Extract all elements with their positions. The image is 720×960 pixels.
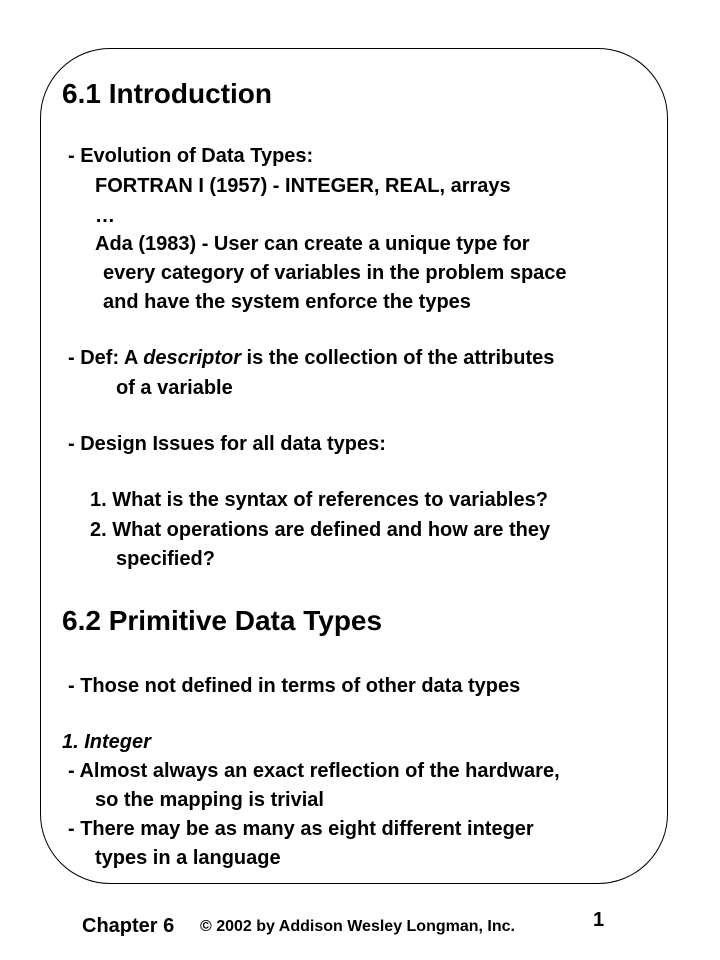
integer-bullet-1-line-2: so the mapping is trivial (95, 789, 324, 811)
definition-term: descriptor (143, 347, 241, 369)
evolution-label: - Evolution of Data Types: (68, 145, 314, 167)
footer-copyright: © 2002 by Addison Wesley Longman, Inc. (200, 918, 515, 935)
integer-title: 1. Integer (62, 731, 151, 753)
section-heading-introduction: 6.1 Introduction (62, 78, 272, 109)
design-issue-1: 1. What is the syntax of references to variables? (90, 489, 548, 511)
integer-bullet-1-line-1: - Almost always an exact reflection of the hardware, (68, 760, 560, 782)
integer-bullet-2-line-2: types in a language (95, 847, 281, 869)
slide-frame (40, 48, 668, 884)
fortran-line: FORTRAN I (1957) - INTEGER, REAL, arrays (95, 175, 511, 197)
ada-line-1: Ada (1983) - User can create a unique type for (95, 233, 530, 255)
definition-suffix: is the collection of the attributes (241, 347, 555, 369)
definition-line-2: of a variable (116, 377, 233, 399)
design-issues-label: - Design Issues for all data types: (68, 433, 386, 455)
section-heading-primitive-types: 6.2 Primitive Data Types (62, 605, 383, 636)
ellipsis: … (95, 205, 115, 227)
footer-chapter: Chapter 6 (82, 915, 175, 937)
page-number: 1 (593, 909, 605, 931)
ada-line-3: and have the system enforce the types (103, 291, 471, 313)
definition-line (68, 348, 554, 368)
definition-prefix: - Def: A (68, 347, 144, 369)
design-issue-2-line-2: specified? (116, 548, 215, 570)
design-issue-2-line-1: 2. What operations are defined and how are they (90, 519, 551, 541)
primitive-intro: - Those not defined in terms of other data types (68, 675, 521, 697)
integer-bullet-2-line-1: - There may be as many as eight different integer (68, 818, 534, 840)
ada-line-2: every category of variables in the problem space (103, 262, 567, 284)
